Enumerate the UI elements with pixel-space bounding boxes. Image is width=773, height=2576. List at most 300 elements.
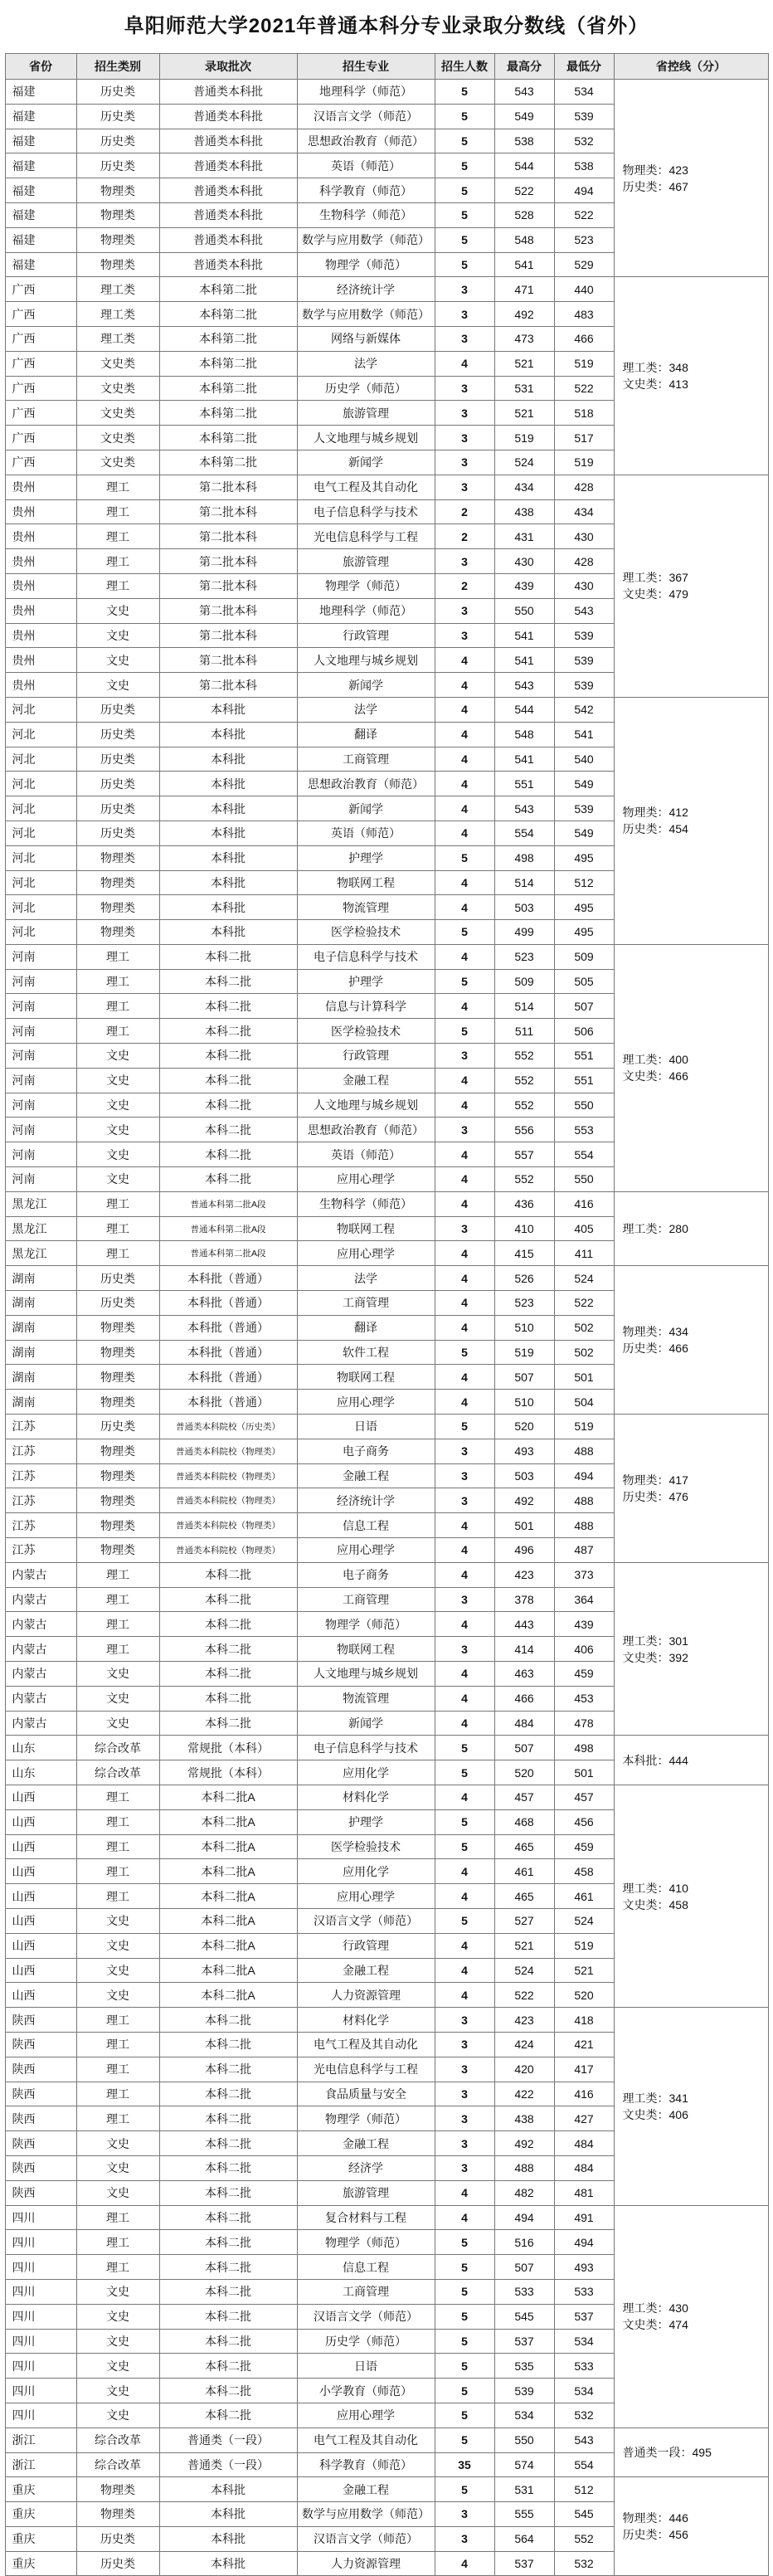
cell-batch: 本科二批 [159,969,297,994]
cell-max-score: 511 [494,1019,554,1044]
cell-enrollment: 5 [435,104,494,129]
cell-batch: 普通类（一段） [159,2452,297,2477]
cell-batch: 本科二批 [159,1711,297,1736]
cell-batch: 普通类本科院校（物理类） [159,1538,297,1563]
cell-category: 文史类 [76,426,159,450]
cell-min-score: 524 [554,1908,614,1933]
cell-province: 广西 [5,401,76,426]
table-row [5,697,768,722]
cell-category: 理工 [76,944,159,969]
cell-min-score: 416 [554,2082,614,2106]
cell-major: 生物科学（师范） [297,202,435,227]
cell-min-score: 494 [554,2230,614,2255]
cell-category: 理工 [76,2008,159,2033]
cell-province: 陕西 [5,2057,76,2082]
cell-min-score: 466 [554,326,614,351]
cell-control-line: 理工类：400 文史类：466 [614,944,768,1191]
cell-category: 物理类 [76,1463,159,1488]
cell-major: 光电信息科学与工程 [297,2057,435,2082]
cell-min-score: 549 [554,821,614,845]
cell-enrollment: 4 [435,1142,494,1167]
header-batch: 录取批次 [159,54,297,80]
cell-enrollment: 5 [435,2304,494,2329]
cell-enrollment: 3 [435,326,494,351]
cell-enrollment: 4 [435,1315,494,1340]
cell-min-score: 518 [554,401,614,426]
cell-enrollment: 5 [435,969,494,994]
cell-enrollment: 3 [435,302,494,327]
cell-enrollment: 5 [435,202,494,227]
cell-major: 法学 [297,697,435,722]
cell-enrollment: 4 [435,1291,494,1316]
cell-batch: 本科批（普通） [159,1266,297,1291]
cell-min-score: 529 [554,252,614,277]
cell-batch: 普通类本科院校（物理类） [159,1439,297,1463]
cell-max-score: 414 [494,1637,554,1662]
cell-max-score: 564 [494,2526,554,2551]
cell-batch: 本科批 [159,870,297,895]
cell-major: 小学教育（师范） [297,2379,435,2403]
cell-enrollment: 3 [435,1463,494,1488]
cell-province: 四川 [5,2379,76,2403]
cell-province: 陕西 [5,2155,76,2180]
cell-min-score: 549 [554,772,614,796]
cell-enrollment: 5 [435,2230,494,2255]
cell-category: 文史 [76,1958,159,1983]
cell-batch: 第二批本科 [159,573,297,598]
cell-max-score: 492 [494,302,554,327]
cell-min-score: 484 [554,2155,614,2180]
cell-major: 英语（师范） [297,1142,435,1167]
table-row [5,2205,768,2230]
cell-min-score: 428 [554,475,614,499]
cell-province: 河南 [5,969,76,994]
cell-batch: 本科批 [159,722,297,747]
cell-major: 医学检验技术 [297,1834,435,1859]
cell-min-score: 532 [554,129,614,153]
cell-enrollment: 4 [435,772,494,796]
cell-min-score: 522 [554,202,614,227]
cell-province: 江苏 [5,1415,76,1439]
cell-category: 历史类 [76,2551,159,2576]
cell-enrollment: 3 [435,1439,494,1463]
cell-min-score: 487 [554,1538,614,1563]
cell-province: 河北 [5,772,76,796]
cell-province: 江苏 [5,1513,76,1538]
cell-province: 河北 [5,722,76,747]
cell-max-score: 548 [494,227,554,252]
cell-major: 金融工程 [297,1068,435,1093]
cell-max-score: 541 [494,252,554,277]
cell-max-score: 538 [494,129,554,153]
cell-province: 河北 [5,920,76,945]
cell-min-score: 534 [554,2329,614,2354]
cell-min-score: 459 [554,1834,614,1859]
cell-enrollment: 4 [435,1983,494,2008]
cell-major: 数学与应用数学（师范） [297,2502,435,2527]
cell-max-score: 539 [494,2379,554,2403]
cell-batch: 普通类本科批 [159,227,297,252]
cell-min-score: 501 [554,1365,614,1390]
cell-max-score: 463 [494,1662,554,1687]
cell-enrollment: 3 [435,2032,494,2057]
cell-max-score: 438 [494,499,554,524]
cell-category: 文史 [76,1118,159,1142]
cell-major: 经济统计学 [297,1488,435,1513]
cell-min-score: 551 [554,1044,614,1069]
cell-max-score: 552 [494,1068,554,1093]
cell-min-score: 453 [554,1686,614,1711]
cell-category: 综合改革 [76,2427,159,2452]
cell-enrollment: 4 [435,1884,494,1909]
cell-min-score: 488 [554,1513,614,1538]
cell-category: 物理类 [76,2502,159,2527]
cell-province: 湖南 [5,1340,76,1365]
cell-enrollment: 4 [435,1612,494,1637]
cell-province: 福建 [5,227,76,252]
cell-enrollment: 2 [435,573,494,598]
cell-enrollment: 4 [435,944,494,969]
cell-min-score: 428 [554,549,614,574]
cell-province: 福建 [5,178,76,203]
cell-batch: 本科二批 [159,1562,297,1587]
cell-enrollment: 3 [435,2008,494,2033]
cell-batch: 本科二批 [159,2032,297,2057]
cell-min-score: 538 [554,153,614,178]
cell-province: 河南 [5,1118,76,1142]
cell-control-line: 物理类：423 历史类：467 [614,80,768,277]
cell-batch: 本科第二批 [159,426,297,450]
cell-min-score: 498 [554,1736,614,1760]
cell-batch: 本科二批 [159,2008,297,2033]
cell-province: 山西 [5,1785,76,1809]
cell-category: 理工 [76,2032,159,2057]
cell-enrollment: 3 [435,1044,494,1069]
cell-enrollment: 3 [435,2526,494,2551]
cell-category: 理工 [76,549,159,574]
cell-max-score: 552 [494,1044,554,1069]
cell-max-score: 378 [494,1587,554,1612]
cell-category: 历史类 [76,796,159,821]
cell-min-score: 488 [554,1439,614,1463]
cell-min-score: 554 [554,2452,614,2477]
cell-enrollment: 4 [435,1562,494,1587]
cell-min-score: 458 [554,1859,614,1884]
cell-major: 应用心理学 [297,1241,435,1266]
cell-max-score: 431 [494,524,554,549]
cell-batch: 普通类本科批 [159,153,297,178]
cell-batch: 本科二批 [159,1093,297,1118]
cell-enrollment: 4 [435,1191,494,1216]
cell-max-score: 537 [494,2329,554,2354]
cell-major: 电子信息科学与技术 [297,1736,435,1760]
cell-max-score: 545 [494,2304,554,2329]
cell-enrollment: 5 [435,153,494,178]
cell-province: 福建 [5,202,76,227]
cell-batch: 本科二批 [159,2255,297,2280]
cell-max-score: 521 [494,1933,554,1958]
cell-min-score: 483 [554,302,614,327]
cell-province: 陕西 [5,2008,76,2033]
cell-max-score: 557 [494,1142,554,1167]
cell-batch: 本科二批 [159,2155,297,2180]
cell-min-score: 417 [554,2057,614,2082]
table-row [5,1785,768,1809]
cell-category: 物理类 [76,202,159,227]
cell-major: 汉语言文学（师范） [297,104,435,129]
cell-enrollment: 3 [435,2131,494,2156]
cell-category: 文史 [76,648,159,673]
cell-min-score: 554 [554,1142,614,1167]
cell-major: 护理学 [297,969,435,994]
cell-province: 四川 [5,2304,76,2329]
cell-max-score: 541 [494,747,554,772]
cell-province: 贵州 [5,648,76,673]
cell-min-score: 405 [554,1216,614,1241]
cell-batch: 本科二批 [159,1044,297,1069]
cell-enrollment: 5 [435,1736,494,1760]
cell-min-score: 427 [554,2106,614,2131]
cell-major: 金融工程 [297,2131,435,2156]
cell-max-score: 415 [494,1241,554,1266]
cell-max-score: 543 [494,80,554,105]
cell-max-score: 543 [494,673,554,698]
cell-province: 福建 [5,80,76,105]
cell-category: 文史 [76,1983,159,2008]
cell-province: 山西 [5,1908,76,1933]
cell-batch: 普通本科第二批A段 [159,1241,297,1266]
cell-category: 物理类 [76,1538,159,1563]
cell-enrollment: 35 [435,2452,494,2477]
table-header-row [5,54,768,80]
cell-category: 理工 [76,2230,159,2255]
cell-category: 理工 [76,1019,159,1044]
cell-category: 物理类 [76,1315,159,1340]
cell-min-score: 521 [554,1958,614,1983]
cell-min-score: 434 [554,499,614,524]
cell-province: 江苏 [5,1439,76,1463]
cell-province: 湖南 [5,1291,76,1316]
cell-min-score: 539 [554,104,614,129]
cell-category: 理工 [76,1809,159,1834]
cell-batch: 本科二批 [159,1167,297,1192]
cell-max-score: 507 [494,1365,554,1390]
cell-major: 物流管理 [297,895,435,920]
cell-major: 金融工程 [297,1958,435,1983]
cell-control-line: 理工类：301 文史类：392 [614,1562,768,1736]
cell-major: 应用心理学 [297,2403,435,2427]
cell-province: 广西 [5,351,76,376]
cell-max-score: 520 [494,1760,554,1785]
cell-min-score: 539 [554,648,614,673]
cell-min-score: 502 [554,1315,614,1340]
cell-control-line: 普通类一段：495 [614,2427,768,2477]
cell-province: 山西 [5,1834,76,1859]
cell-category: 历史类 [76,153,159,178]
cell-major: 新闻学 [297,796,435,821]
cell-min-score: 542 [554,697,614,722]
cell-control-line: 理工类：348 文史类：413 [614,277,768,475]
cell-enrollment: 5 [435,129,494,153]
cell-major: 新闻学 [297,450,435,475]
cell-major: 日语 [297,2354,435,2379]
cell-province: 贵州 [5,475,76,499]
cell-major: 电子商务 [297,1439,435,1463]
cell-enrollment: 5 [435,1809,494,1834]
cell-max-score: 410 [494,1216,554,1241]
cell-enrollment: 3 [435,549,494,574]
cell-enrollment: 4 [435,351,494,376]
cell-category: 历史类 [76,697,159,722]
cell-control-line: 理工类：280 [614,1191,768,1265]
cell-enrollment: 3 [435,1118,494,1142]
cell-category: 历史类 [76,1291,159,1316]
cell-major: 应用心理学 [297,1884,435,1909]
cell-batch: 普通类本科批 [159,252,297,277]
cell-enrollment: 3 [435,401,494,426]
cell-enrollment: 3 [435,277,494,302]
cell-min-score: 411 [554,1241,614,1266]
cell-batch: 本科二批A [159,1834,297,1859]
cell-batch: 普通类本科院校（历史类） [159,1415,297,1439]
cell-province: 陕西 [5,2032,76,2057]
cell-province: 四川 [5,2329,76,2354]
cell-max-score: 468 [494,1809,554,1834]
cell-max-score: 574 [494,2452,554,2477]
cell-province: 黑龙江 [5,1241,76,1266]
cell-min-score: 550 [554,1093,614,1118]
cell-category: 理工 [76,1191,159,1216]
cell-enrollment: 3 [435,1637,494,1662]
cell-province: 河北 [5,895,76,920]
cell-batch: 本科二批A [159,1809,297,1834]
cell-max-score: 537 [494,2551,554,2576]
cell-max-score: 492 [494,2131,554,2156]
cell-province: 贵州 [5,499,76,524]
cell-province: 山西 [5,1958,76,1983]
cell-max-score: 496 [494,1538,554,1563]
cell-province: 河南 [5,944,76,969]
cell-min-score: 406 [554,1637,614,1662]
cell-major: 物理学（师范） [297,2230,435,2255]
cell-batch: 本科第二批 [159,326,297,351]
cell-batch: 本科第二批 [159,302,297,327]
cell-min-score: 543 [554,2427,614,2452]
cell-max-score: 501 [494,1513,554,1538]
cell-major: 新闻学 [297,1711,435,1736]
cell-major: 工商管理 [297,2279,435,2304]
cell-category: 理工类 [76,277,159,302]
cell-min-score: 539 [554,796,614,821]
cell-max-score: 524 [494,1958,554,1983]
cell-major: 科学教育（师范） [297,2452,435,2477]
cell-enrollment: 3 [435,2155,494,2180]
cell-province: 重庆 [5,2551,76,2576]
header-province: 省份 [5,54,76,80]
cell-enrollment: 3 [435,598,494,623]
cell-batch: 本科二批 [159,1612,297,1637]
cell-category: 物理类 [76,920,159,945]
cell-max-score: 510 [494,1315,554,1340]
cell-max-score: 552 [494,1167,554,1192]
cell-min-score: 505 [554,969,614,994]
cell-max-score: 465 [494,1884,554,1909]
cell-major: 法学 [297,351,435,376]
cell-enrollment: 4 [435,1068,494,1093]
cell-province: 福建 [5,129,76,153]
cell-min-score: 519 [554,351,614,376]
cell-major: 应用化学 [297,1859,435,1884]
cell-province: 陕西 [5,2106,76,2131]
cell-province: 山西 [5,1859,76,1884]
cell-category: 综合改革 [76,1760,159,1785]
cell-province: 广西 [5,376,76,401]
cell-major: 物理学（师范） [297,2106,435,2131]
cell-major: 电子信息科学与技术 [297,944,435,969]
cell-min-score: 493 [554,2255,614,2280]
cell-enrollment: 4 [435,994,494,1019]
cell-batch: 本科批 [159,772,297,796]
cell-max-score: 521 [494,351,554,376]
cell-category: 理工 [76,499,159,524]
cell-enrollment: 5 [435,2379,494,2403]
cell-enrollment: 4 [435,796,494,821]
cell-max-score: 509 [494,969,554,994]
cell-enrollment: 4 [435,870,494,895]
cell-major: 应用化学 [297,1760,435,1785]
cell-control-line: 物理类：412 历史类：454 [614,697,768,944]
header-enrollment: 招生人数 [435,54,494,80]
cell-min-score: 520 [554,1983,614,2008]
cell-province: 福建 [5,153,76,178]
cell-major: 物联网工程 [297,1365,435,1390]
cell-province: 湖南 [5,1315,76,1340]
cell-enrollment: 4 [435,722,494,747]
cell-major: 科学教育（师范） [297,178,435,203]
cell-major: 物联网工程 [297,1637,435,1662]
cell-category: 文史 [76,673,159,698]
cell-province: 江苏 [5,1463,76,1488]
cell-category: 历史类 [76,129,159,153]
cell-major: 金融工程 [297,1463,435,1488]
cell-max-score: 494 [494,2205,554,2230]
cell-batch: 本科二批 [159,1587,297,1612]
cell-province: 四川 [5,2230,76,2255]
cell-min-score: 430 [554,524,614,549]
header-major: 招生专业 [297,54,435,80]
cell-province: 山西 [5,1933,76,1958]
cell-min-score: 488 [554,1488,614,1513]
cell-batch: 第二批本科 [159,623,297,648]
cell-max-score: 541 [494,623,554,648]
cell-enrollment: 5 [435,1834,494,1859]
cell-control-line: 物理类：417 历史类：476 [614,1415,768,1563]
cell-category: 理工 [76,2255,159,2280]
cell-enrollment: 4 [435,648,494,673]
cell-control-line: 理工类：341 文史类：406 [614,2008,768,2205]
cell-province: 广西 [5,426,76,450]
cell-batch: 本科批 [159,2551,297,2576]
cell-enrollment: 4 [435,1513,494,1538]
cell-major: 物理学（师范） [297,1612,435,1637]
cell-batch: 本科批（普通） [159,1365,297,1390]
cell-batch: 本科批（普通） [159,1291,297,1316]
cell-min-score: 501 [554,1760,614,1785]
cell-province: 湖南 [5,1390,76,1415]
cell-province: 江苏 [5,1538,76,1563]
cell-enrollment: 3 [435,450,494,475]
page-title: 阜阳师范大学2021年普通本科分专业录取分数线（省外） [124,15,649,37]
